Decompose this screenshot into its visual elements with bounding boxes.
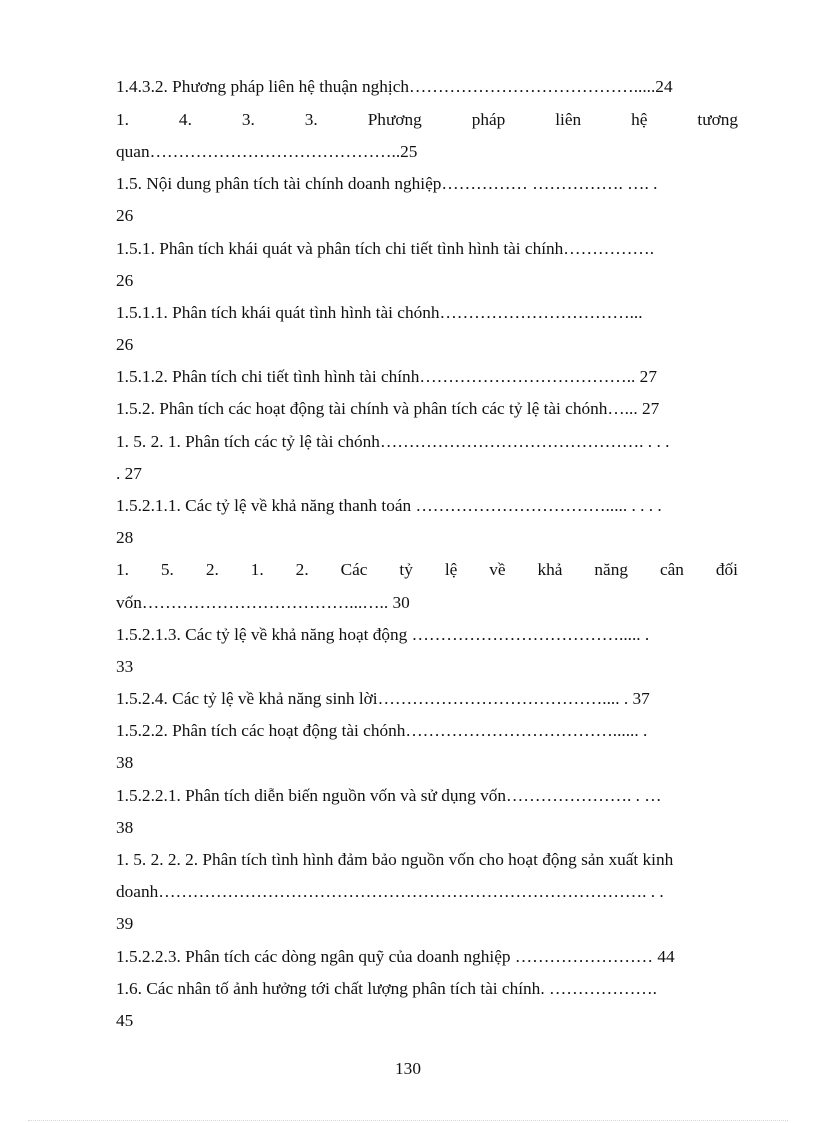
toc-line: 1.5.2.1.3. Các tỷ lệ về khả năng hoạt động ………………………………..... . <box>116 625 650 644</box>
toc-line: 26 <box>116 271 134 290</box>
toc-line: 45 <box>116 1011 134 1030</box>
toc-line: 1.5.2. Phân tích các hoạt động tài chính và phân tích các tỷ lệ tài chónh…... 27 <box>116 399 660 418</box>
toc-line: 38 <box>116 818 134 837</box>
toc-line: 1.5.2.2. Phân tích các hoạt động tài chónh………………………………...... . <box>116 721 648 740</box>
toc-line: 1. 4. 3. 3. Phương pháp liên hệ tương <box>116 110 738 129</box>
toc-line: quan……………………………………..25 <box>116 142 418 161</box>
toc-line: 38 <box>116 753 134 772</box>
toc-line: 26 <box>116 206 134 225</box>
toc-line: 1.5.2.2.1. Phân tích diễn biến nguồn vốn và sử dụng vốn…………………. . … <box>116 786 662 805</box>
toc-line: 1.5.1.1. Phân tích khái quát tình hình tài chónh……………………………... <box>116 303 643 322</box>
toc-line: 1.5.2.4. Các tỷ lệ về khả năng sinh lời………………………………….... . 37 <box>116 689 650 708</box>
toc-line: 39 <box>116 914 134 933</box>
toc-line: vốn………………………………...….. 30 <box>116 593 410 612</box>
toc-line: 1. 5. 2. 1. 2. Các tỷ lệ về khả năng cân đối <box>116 560 738 579</box>
toc-line: 33 <box>116 657 134 676</box>
toc-line: 1.5. Nội dung phân tích tài chính doanh nghiệp…………… ……………. …. . <box>116 174 658 193</box>
toc-line: 1. 5. 2. 1. Phân tích các tỷ lệ tài chónh………………………………………. . . . <box>116 432 670 451</box>
toc-line: 1.5.2.2.3. Phân tích các dòng ngân quỹ của doanh nghiệp …………………… 44 <box>116 947 675 966</box>
toc-line: 1.5.2.1.1. Các tỷ lệ về khả năng thanh toán ……………………………..... . . . . <box>116 496 662 515</box>
toc-line: 1.5.1. Phân tích khái quát và phân tích chi tiết tình hình tài chính……………. <box>116 239 655 258</box>
toc-line: 1.4.3.2. Phương pháp liên hệ thuận nghịch………………………………….....24 <box>116 77 673 96</box>
toc-line: . 27 <box>116 464 142 483</box>
page-number: 130 <box>395 1059 421 1078</box>
toc-line: 28 <box>116 528 134 547</box>
toc-line: 1.6. Các nhân tố ảnh hưởng tới chất lượng phân tích tài chính. ………………. <box>116 979 657 998</box>
page-bottom-divider <box>28 1120 788 1121</box>
toc-line: 26 <box>116 335 134 354</box>
toc-line: doanh…………………………………………………………………………. . . <box>116 882 664 901</box>
toc-line: 1.5.1.2. Phân tích chi tiết tình hình tài chính……………………………….. 27 <box>116 367 657 386</box>
toc-line: 1. 5. 2. 2. 2. Phân tích tình hình đảm bảo nguồn vốn cho hoạt động sản xuất kinh <box>116 850 674 869</box>
